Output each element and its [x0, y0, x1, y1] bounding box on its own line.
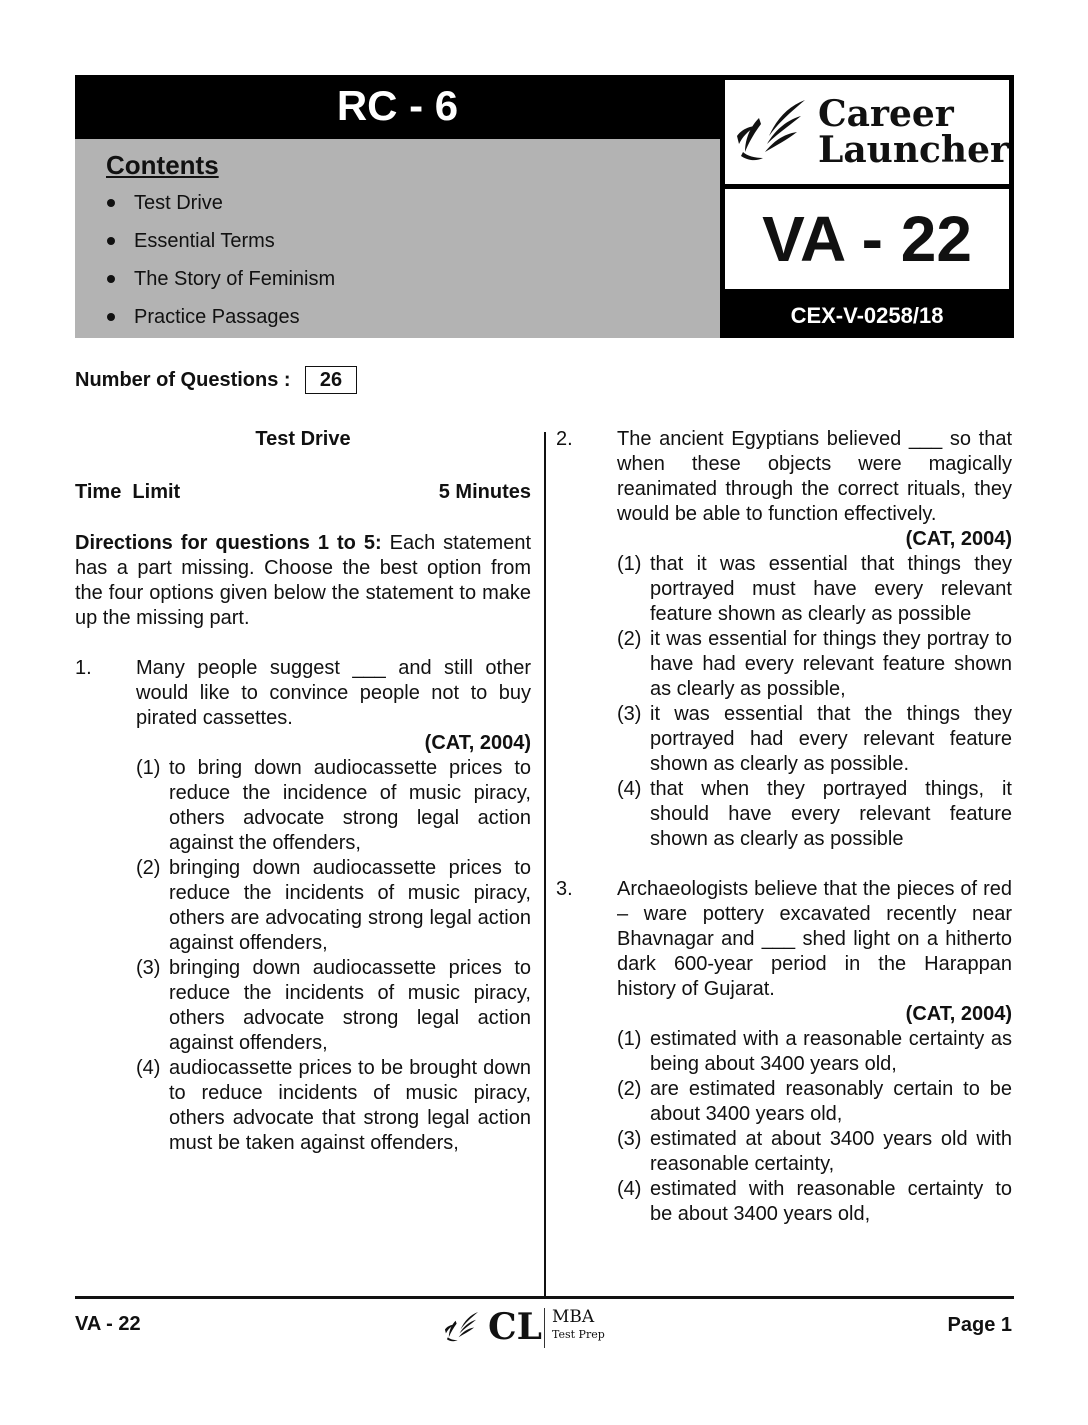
- option: (4) that when they portrayed things, it should have every relevant feature shown as clearly as possible: [617, 778, 1012, 850]
- option: (2) it was essential for things they portray to have had every relevant feature shown as clearly as possible,: [617, 628, 1012, 700]
- swoosh-logo-icon: [731, 96, 809, 170]
- left-column: [75, 427, 531, 1156]
- contents-panel: [75, 139, 720, 338]
- footer-logo: [440, 1306, 620, 1350]
- option: (4) audiocassette prices to be brought down to reduce incidents of music piracy, others advocate that strong legal action must be taken against offenders,: [136, 1057, 531, 1154]
- directions: Directions for questions 1 to 5: Each statement has a part missing. Choose the best option from the four options given below the statement to make up the missing part.: [75, 532, 531, 629]
- footer-logo-cl: CL: [488, 1306, 542, 1348]
- time-limit-value: 5 Minutes: [438, 481, 531, 503]
- brand-panel: [720, 75, 1014, 338]
- question-number: 2.: [556, 428, 573, 450]
- question-stem: The ancient Egyptians believed ___ so that when these objects were magically reanimated through the correct rituals, they would be able to function effectively.: [617, 428, 1012, 525]
- section-title: Test Drive: [255, 428, 351, 450]
- option: (2) bringing down audiocassette prices to reduce the incidents of music piracy, others are advocating strong legal action against offenders,: [136, 857, 531, 954]
- question: [556, 877, 1012, 1227]
- question-source: (CAT, 2004): [905, 1003, 1012, 1025]
- career-launcher-logo: [725, 80, 1009, 184]
- contents-heading: Contents: [106, 150, 219, 180]
- option: (1) estimated with a reasonable certainty as being about 3400 years old,: [617, 1028, 1012, 1075]
- question-stem: Archaeologists believe that the pieces of red – ware pottery excavated recently near Bhavnagar and ___ shed light on a hitherto dark 600-year period in the Harappan history of Gujarat.: [617, 878, 1012, 1000]
- brand-name: Career Launcher: [818, 93, 1009, 171]
- option: (2) are estimated reasonably certain to be about 3400 years old,: [617, 1078, 1012, 1125]
- contents-item: Test Drive: [107, 192, 335, 230]
- rc-title: RC - 6: [75, 75, 720, 139]
- bullet-icon: [107, 275, 115, 283]
- option: (1) to bring down audiocassette prices to reduce the incidence of music piracy, others advocate strong legal action against the offenders,: [136, 757, 531, 854]
- bullet-icon: [107, 199, 115, 207]
- option: (1) that it was essential that things they portrayed must have every relevant feature shown as clearly as possible: [617, 553, 1012, 625]
- question: [75, 656, 531, 1156]
- option: (4) estimated with reasonable certainty to be about 3400 years old,: [617, 1178, 1012, 1225]
- swoosh-logo-icon: [440, 1310, 482, 1346]
- question-source: (CAT, 2004): [424, 732, 531, 754]
- question-number: 1.: [75, 657, 92, 679]
- contents-item: Essential Terms: [107, 230, 335, 268]
- option: (3) estimated at about 3400 years old with reasonable certainty,: [617, 1128, 1012, 1175]
- option: (3) it was essential that the things they portrayed had every relevant feature shown as clearly as possible.: [617, 703, 1012, 775]
- footer-rule: [75, 1296, 1014, 1299]
- question-number: 3.: [556, 878, 573, 900]
- page-header: [75, 75, 1014, 338]
- question: [556, 427, 1012, 852]
- footer-logo-separator: [544, 1308, 545, 1348]
- bullet-icon: [107, 313, 115, 321]
- time-limit-label: Time Limit: [75, 481, 181, 503]
- footer-module: VA - 22: [75, 1313, 141, 1335]
- right-column: [556, 427, 1012, 1227]
- questions-count-label: Number of Questions :: [75, 369, 291, 391]
- contents-item: Practice Passages: [107, 306, 335, 344]
- option: (3) bringing down audiocassette prices to reduce the incidents of music piracy, others advocate strong legal action against offenders,: [136, 957, 531, 1054]
- footer-logo-mba: MBA: [552, 1307, 595, 1327]
- contents-list: [107, 192, 335, 344]
- questions-count-value: 26: [305, 366, 357, 394]
- bullet-icon: [107, 237, 115, 245]
- question-stem: Many people suggest ___ and still other would like to convince people not to buy pirated cassettes.: [136, 657, 531, 729]
- question-source: (CAT, 2004): [905, 528, 1012, 550]
- time-limit-row: [75, 480, 531, 505]
- module-code: CEX-V-0258/18: [790, 303, 944, 328]
- column-divider: [544, 432, 546, 1296]
- page-number: Page 1: [947, 1314, 1012, 1336]
- footer-logo-test-prep: Test Prep: [552, 1328, 605, 1341]
- contents-item: The Story of Feminism: [107, 268, 335, 306]
- module-title: VA - 22: [725, 189, 1009, 289]
